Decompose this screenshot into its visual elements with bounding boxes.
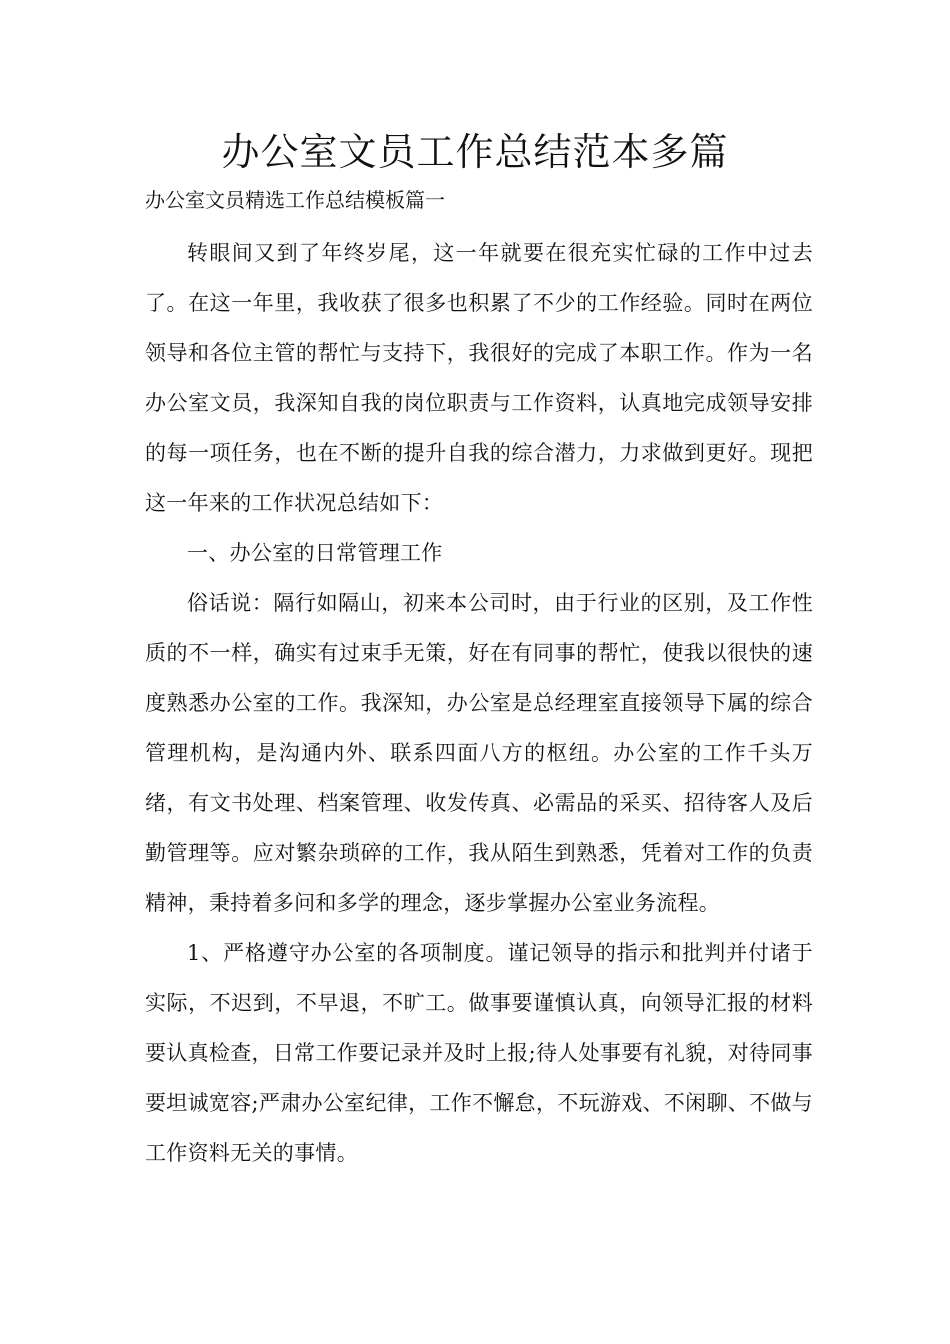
- document-body: [145, 228, 813, 1178]
- section-subtitle: 办公室文员精选工作总结模板篇一: [145, 188, 445, 212]
- document-title: 办公室文员工作总结范本多篇: [221, 130, 729, 174]
- paragraph-intro: 转眼间又到了年终岁尾，这一年就要在很充实忙碌的工作中过去了。在这一年里，我收获了很多也积累了不少的工作经验。同时在两位领导和各位主管的帮忙与支持下，我很好的完成了本职工作。作为一名办公室文员，我深知自我的岗位职责与工作资料，认真地完成领导安排的每一项任务，也在不断的提升自我的综合潜力，力求做到更好。现把这一年来的工作状况总结如下：: [145, 241, 813, 515]
- paragraph-rules: 1、严格遵守办公室的各项制度。谨记领导的指示和批判并付诸于实际，不迟到，不早退，不旷工。做事要谨慎认真，向领导汇报的材料要认真检查，日常工作要记录并及时上报;待人处事要有礼貌，对待同事要坦诚宽容;严肃办公室纪律，工作不懈怠，不玩游戏、不闲聊、不做与工作资料无关的事情。: [145, 941, 813, 1165]
- paragraph-office-overview: 俗话说：隔行如隔山，初来本公司时，由于行业的区别，及工作性质的不一样，确实有过束手无策，好在有同事的帮忙，使我以很快的速度熟悉办公室的工作。我深知，办公室是总经理室直接领导下属的综合管理机构，是沟通内外、联系四面八方的枢纽。办公室的工作千头万绪，有文书处理、档案管理、收发传真、必需品的采买、招待客人及后勤管理等。应对繁杂琐碎的工作，我从陌生到熟悉，凭着对工作的负责精神，秉持着多问和多学的理念，逐步掌握办公室业务流程。: [145, 591, 813, 915]
- paragraph-heading-daily-management: 一、办公室的日常管理工作: [187, 541, 443, 565]
